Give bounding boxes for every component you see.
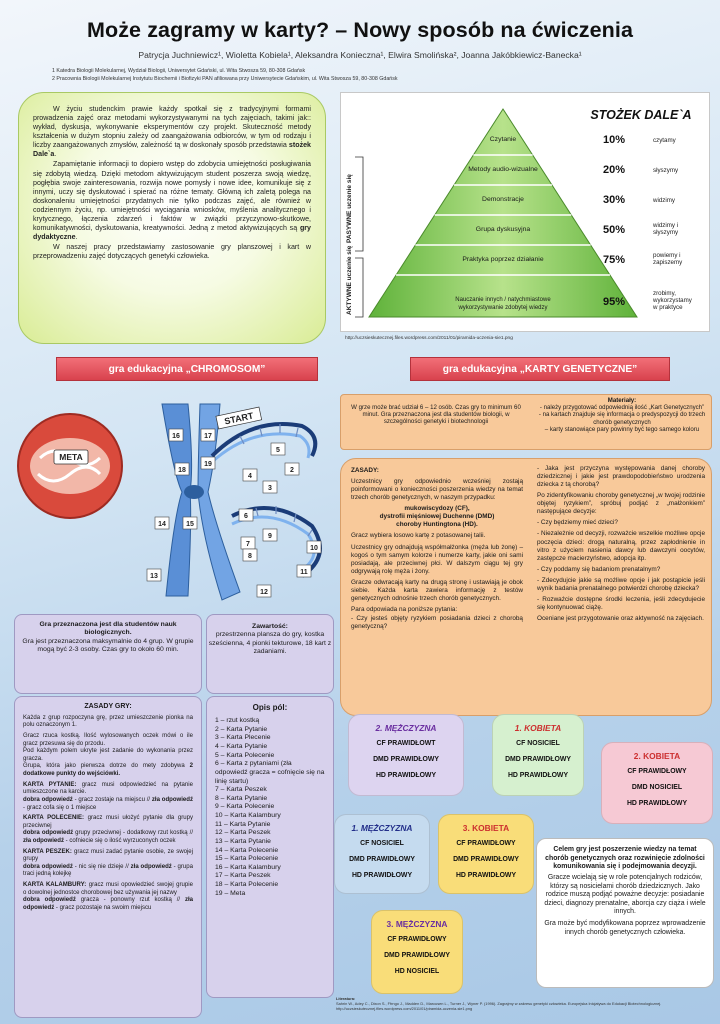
dale-cone-svg <box>341 93 711 333</box>
board-tile-number: 11 <box>300 569 308 576</box>
field-item: 4 – Karta Pytanie <box>215 743 268 751</box>
pyramid-level-label: Nauczanie innych / natychmiastowe wykorzystywanie zdobytej wiedzy <box>455 297 551 311</box>
pyramid-level-label: Praktyka poprzez działanie <box>462 256 544 263</box>
board-tile-number: 2 <box>290 467 294 474</box>
field-item: 13 – Karta Pytanie <box>215 837 271 845</box>
pyramid-desc: widzimy i słyszymy <box>653 222 679 236</box>
field-descriptions: Opis pól: 1 – rzut kostką 2 – Karta Pytanie 3 – Karta Plecenie 4 – Karta Pytanie 5 – Karta Polecenie 6 – Karta z pytaniami (zła odpowiedź gracza = cofnięcie się na linię startu) 7 – Karta Peszek 8 – Karta Pytanie 9 – Karta Polecenie 10 – Karta Kalambury 11 – Karta Pytanie 12 – Karta Peszek 13 – Karta Pytanie 14 – Karta Polecenie 15 – Karta Polecenie 16 – Karta Kalambury 17 – Karta Peszek 18 – Karta Polecenie 19 – Meta <box>206 696 334 998</box>
board-tile-number: 19 <box>204 461 212 468</box>
centromere <box>184 485 204 499</box>
pyramid-percent: 95% <box>603 296 626 308</box>
pyramid-level-label: Metody audio-wizualne <box>468 166 538 173</box>
field-item: 3 – Karta Plecenie <box>215 734 271 742</box>
card-man-3: 3. MĘŻCZYZNA CF PRAWIDŁOWY DMD PRAWIDŁOWY HD NOSICIEL <box>371 910 463 994</box>
banner-karty: gra edukacyjna „KARTY GENETYCZNE” <box>410 357 670 381</box>
active-label: AKTYWNE uczenie się <box>346 245 353 315</box>
pyramid-percent: 10% <box>603 134 626 146</box>
board-tile-number: 13 <box>150 573 158 580</box>
card-woman-2: 2. KOBIETA CF PRAWIDŁOWY DMD NOSICIEL HD PRAWIDŁOWY <box>601 742 713 824</box>
nucleus <box>30 438 110 494</box>
passive-bracket <box>355 157 363 251</box>
pyramid-percent: 30% <box>603 194 626 206</box>
literature: Literatura: Sahrin W., Adey C., Dixon S., Ffrngo J., Madden D., Marcusen L., Turner J., Wyner P. (1996). Zagrajmy w zakresu genetyki człowieka. Europejska Inicjatywa do Edukacji Biotechnologicznej. http://uczsieskutecznej.files.wordpress.com/2011/01/piramida-uczenia-sie1.png <box>336 996 662 1012</box>
field-item: 8 – Karta Pytanie <box>215 794 268 802</box>
board-tile-number: 17 <box>204 433 212 440</box>
materials-box <box>340 394 712 450</box>
affiliation-2: 2 Pracownia Biologii Molekularnej Instytutu Biochemii i Biofizyki PAN afiliowana przy Uniwersytecie Gdańskim, ul. Wita Stwosza 59, 80-308 Gdańsk <box>52 76 398 82</box>
pyramid-level-label: Grupa dyskusyjna <box>475 226 531 233</box>
cone-source: http://uczsieskutecznej.files.wordpress.com/2011/01/piramida-uczenia-sie1.png <box>345 336 513 341</box>
pyramid-desc: czytamy <box>653 137 676 144</box>
pyramid-percent: 75% <box>603 254 626 266</box>
game-contents-box: Zawartość: przestrzenna plansza do gry, kostka sześcienna, 4 pionki tekturowe, 18 kart z zadaniami. <box>206 614 334 694</box>
field-item: 6 – Karta z pytaniami (zła odpowiedź gracza = cofnięcie się na linię startu) <box>215 760 325 785</box>
banner-chromosom: gra edukacyjna „CHROMOSOM” <box>56 357 318 381</box>
start-marker <box>216 407 262 429</box>
board-tile-number: 7 <box>246 541 250 548</box>
players-info: W grze może brać udział 6 – 12 osób. Czas gry to minimum 60 minut. Gra przeznaczona jest dla studentów biologii, w szczególności genetyki i biotechnologii <box>351 404 521 426</box>
pyramid-desc: słyszymy <box>653 167 679 174</box>
card-game-rules: ZASADY: Uczestnicy gry odpowiednio wcześniej zostają poinformowani o konieczności poszerzenia wiedzy na temat trzech chorób genetycznych, w naszym przypadku: mukowiscydozy (CF), dystrofii mięśniowej Duchenne (DMD) choroby Huntingtona (HD). Gracz wybiera losowo kartę z potasowanej talii. Uczestnicy gry odnajdują współmałżonka (męża lub żonę) – kogoś o tym samym kolorze i numerze karty, jakie oni sami posiadają, ale przeciwnej płci. W dalszym ciągu tej gry odgrywają rolę męża i żony. Gracze odwracają karty na drugą stronę i ustawiają je obok siebie. Każda karta zawiera informację z testów genetycznych odnośnie trzech chorób genetycznych. Para odpowiada na poniższe pytania: - Czy jesteś objęty ryzykiem posiadania dzieci z chorobą genetyczną? - Jaka jest przyczyna występowania danej choroby dziedzicznej i jakie jest prawdopodobieństwo urodzenia dziecka z tą chorobą? Po zidentyfikowaniu choroby genetycznej „w twojej rodzinie objętej ryzykiem”, spróbuj podjąć z „małżonkiem” następujące decyzje: - Czy będziemy mieć dzieci? - Niezależnie od decyzji, rozważcie wszelkie możliwe opcje poczęcia dzieci: drogą naturalną, przez zapłodnienie in vitro z użyciem nasienia dawcy lub dawczyni oocytów, zastępcze macierzyństwo, adopcja itp. - Czy poddamy się badaniom prenatalnym? - Zdecydujcie jakie są możliwe opcje i jak postąpicie jeśli wynik badania prenatalnego potwierdzi chorobę dziecka? - Rozważcie dostępne środki leczenia, jeśli zdecydujecie się kontynuować ciążę. Oceniane jest przygotowanie oraz aktywność na zajęciach. <box>340 458 712 716</box>
field-item: 19 – Meta <box>215 889 246 897</box>
field-item: 9 – Karta Polecenie <box>215 803 275 811</box>
passive-label: PASYWNE uczenie się <box>346 174 353 243</box>
pyramid-percent: 20% <box>603 164 626 176</box>
board-tile-number: 10 <box>310 545 318 552</box>
field-item: 5 – Karta Polecenie <box>215 751 275 759</box>
field-item: 11 – Karta Pytanie <box>215 820 271 828</box>
chromosome-board-image <box>12 396 338 608</box>
board-tile-number: 16 <box>172 433 180 440</box>
board-tile-number: 5 <box>276 447 280 454</box>
card-man-2: 2. MĘŻCZYZNA CF PRAWIDŁOWT DMD PRAWIDŁOWY HD PRAWIDŁOWY <box>348 714 464 796</box>
materials-list: Materiały: - należy przygotować odpowiednią ilość „Kart Genetycznych” - na kartach znajduje się informacja o predyspozycji do trzech chorób genetycznych – karty stanowiące pary powinny być tego samego koloru <box>538 397 706 433</box>
board-tile-number: 8 <box>248 553 252 560</box>
svg-text:START: START <box>223 410 255 427</box>
board-tile-number: 15 <box>186 521 194 528</box>
field-item: 14 – Karta Polecenie <box>215 846 279 854</box>
poster-title: Może zagramy w karty? – Nowy sposób na ćwiczenia <box>86 18 634 42</box>
board-tile-number: 4 <box>248 473 252 480</box>
pyramid-level-label: Demonstracje <box>482 196 524 203</box>
cone-title: STOŻEK DALE`A <box>590 108 692 122</box>
meta-label: META <box>59 452 83 462</box>
field-item: 7 – Karta Peszek <box>215 786 267 794</box>
field-item: 17 – Karta Peszek <box>215 872 271 880</box>
pyramid-desc: zrobimy, wykorzystamy w praktyce <box>653 290 692 311</box>
game-goal-box: Celem gry jest poszerzenie wiedzy na temat chorób genetycznych oraz rozwinięcie zdolności komunikowania się i podejmowania decyzji. Gracze wcielają się w role potencjalnych rodziców, którzy są nosicielami chorób dziedzicznych. Jako rodzice muszą podjąć poważne decyzje: posiadanie dzieci, diagnozy prenatalne, aborcja czy ciąża i wiele innych. Gra może być modyfikowana poprzez wprowadzenie innych chorób genetycznych człowieka. <box>536 838 714 988</box>
active-bracket <box>355 258 363 317</box>
board-tile-number: 14 <box>158 521 166 528</box>
dale-cone-figure <box>340 92 710 332</box>
pyramid-desc: widzimy <box>653 197 676 204</box>
field-item: 12 – Karta Peszek <box>215 829 271 837</box>
board-game-rules: ZASADY GRY: Każda z grup rozpoczyna grę, przez umieszczenie pionka na polu oznaczonym 1. Gracz rzuca kostką. Ilość wylosowanych oczek mówi o ile gracz przesuwa się do przodu. Pod każdym polem ukryte jest zadanie do wykonania przez gracza. Grupa, która jako pierwsza dotrze do mety zdobywa 2 dodatkowe punkty do wejściówki. KARTA PYTANIE: gracz musi odpowiedzieć na pytanie umieszczone na karcie. dobra odpowiedź - gracz zostaje na miejscu // zła odpowiedź - gracz cofa się o 1 miejsce KARTA POLECENIE: gracz musi ułożyć pytanie dla grupy przeciwnej dobra odpowiedź grupy przeciwnej - dodatkowy rzut kostką // zła odpowiedź - cofniecie się o ilość wyrzuconych oczek KARTA PESZEK: gracz musi zadać pytanie osobie, ze swojej grupy dobra odpowiedź - nic się nie dzieje // zła odpowiedź - grupa traci jedną kolejkę KARTA KALAMBURY: gracz musi opowiedzieć swojej grupie o dowolnej jednostce chorobowej bez używania jej nazwy dobra odpowiedź gracza - ponowny rzut kostką // zła odpowiedź - gracz pozostaje na swoim miejscu <box>14 696 202 1018</box>
pyramid-percent: 50% <box>603 224 626 236</box>
intro-box: W życiu studenckim prawie każdy spotkał się z tradycyjnymi formami prowadzenia zajęć oraz metodami wykorzystywanymi na tych zajęciach, takimi jak:: wykład, dyskusja, wykonywanie eksperymentów czy projekt. Skuteczność metody kształcenia w dużym stopniu zależy od zaangażowania odbiorców, w tym od rodzaju i liczby zaangażowanych zmysłów, zależność tą w doskonały sposób przedstawia stożek Dale`a. Zapamiętanie informacji to dopiero wstęp do zdobycia umiejętności posługiwania się zdobytą wiedzą. Dzięki metodom aktywizującym student poszerza swoją wiedzę, pogłębia swoje zainteresowania, rozwija nowe pomysły i nowe idee, komunikuje się z innymi, uczy się dyskutować i spierać na różne tematy. Główną ich zaletą polega na doskonaleniu umiejętności przydatnych nie tylko podczas zajęć, ale również w codziennym życiu, np. umiejętności wyciągania wniosków, myślenia analitycznego i krytycznego, łączenia zdarzeń i faktów w związki przyczynowo-skutkowe, komunikatywności, dyskutowania, kreatywności. Jedną z metod aktywizujących są gry dydaktyczne. W naszej pracy przedstawiamy zastosowanie gry planszowej i kart w przeprowadzeniu zajęć dotyczących genetyki człowieka. <box>18 92 326 344</box>
board-tile-number: 18 <box>178 467 186 474</box>
card-woman-1: 1. KOBIETA CF NOSICIEL DMD PRAWIDŁOWY HD PRAWIDŁOWY <box>492 714 584 796</box>
pyramid-level-label: Czytanie <box>489 136 517 143</box>
card-man-1: 1. MĘŻCZYZNA CF NOSICIEL DMD PRAWIDŁOWY HD PRAWIDŁOWY <box>334 814 430 894</box>
board-tile-number: 12 <box>260 589 268 596</box>
board-tile-number: 9 <box>268 533 272 540</box>
field-item: 1 – rzut kostką <box>215 717 260 725</box>
card-woman-3: 3. KOBIETA CF PRAWIDŁOWY DMD PRAWIDŁOWY HD PRAWIDŁOWY <box>438 814 534 894</box>
authors: Patrycja Juchniewicz¹, Wioletta Kobiela¹, Aleksandra Konieczna¹, Elwira Smolińska², Joanna Jakóbkiewicz-Banecka¹ <box>138 50 582 60</box>
field-item: 10 – Karta Kalambury <box>215 812 281 820</box>
board-tile-number: 3 <box>268 485 272 492</box>
affiliation-1: 1 Katedra Biologii Molekularnej, Wydział Biologii, Uniwersytet Gdański, ul. Wita Stwosza 59, 80-308 Gdańsk <box>52 68 306 74</box>
field-item: 2 – Karta Pytanie <box>215 725 268 733</box>
pyramid-desc: powiemy i zapiszemy <box>653 252 683 266</box>
field-item: 15 – Karta Polecenie <box>215 855 279 863</box>
field-item: 16 – Karta Kalambury <box>215 863 281 871</box>
field-item: 18 – Karta Polecenie <box>215 881 279 889</box>
target-audience-box: Gra przeznaczona jest dla studentów nauk biologicznych. Gra jest przeznaczona maksymalnie do 4 grup. W grupie mogą być 2-3 osoby. Czas gry to około 60 min. <box>14 614 202 694</box>
field-list <box>215 717 325 898</box>
board-tile-number: 6 <box>244 513 248 520</box>
dna-strand-2 <box>212 434 309 462</box>
